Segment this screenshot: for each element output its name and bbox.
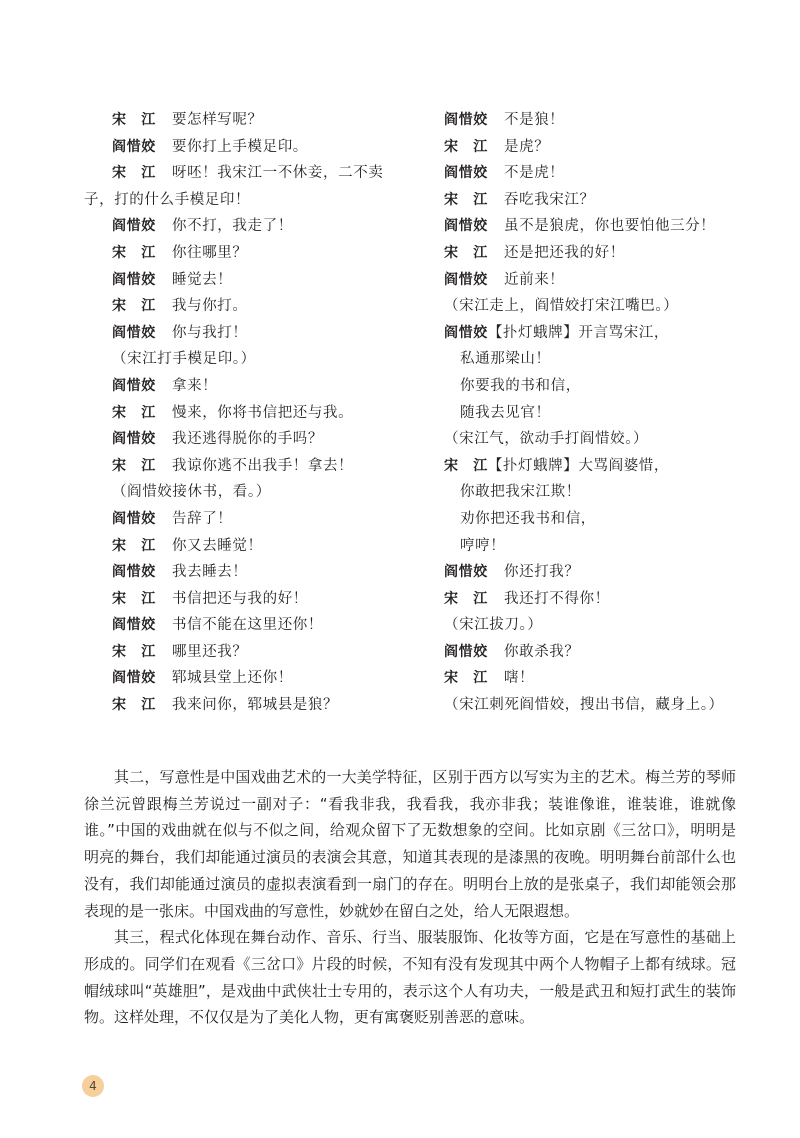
line-text: 告辞了！ xyxy=(172,510,233,527)
stage-direction xyxy=(84,479,424,506)
speaker-name: 宋 江 xyxy=(112,457,156,474)
line-text: 睡觉去！ xyxy=(172,271,233,288)
line-text: 要怎样写呢？ xyxy=(172,112,263,128)
dialogue-line xyxy=(84,665,424,692)
line-text: 哪里还我？ xyxy=(172,643,248,660)
line-text: 不是狼！ xyxy=(504,112,565,128)
dialogue-line xyxy=(84,639,424,666)
dialogue-line xyxy=(444,187,774,214)
direction-text: （宋江打手模足印。） xyxy=(112,351,256,368)
line-text: 我去睡去！ xyxy=(172,564,248,581)
dialogue-line xyxy=(444,267,774,294)
dialogue-line xyxy=(84,160,424,187)
speaker-name: 阎惜姣 xyxy=(112,271,156,288)
speaker-name: 宋 江 xyxy=(112,590,156,607)
line-text: 你敢把我宋江欺！ xyxy=(460,484,581,501)
dialogue-line xyxy=(84,692,424,719)
speaker-name: 阎惜姣 xyxy=(444,564,488,581)
line-text: 【扑灯蛾牌】大骂阎婆惜， xyxy=(487,457,670,474)
line-text: 你要我的书和信， xyxy=(460,377,581,394)
line-text: 我还逃得脱你的手吗？ xyxy=(172,431,323,448)
paragraph-2: 其二，写意性是中国戏曲艺术的一大美学特征，区别于西方以写实为主的艺术。梅兰芳的琴师徐兰沅曾跟梅兰芳说过一副对子：“看我非我，我看我，我亦非我；装谁像谁，谁装谁，谁就像谁。”中国的戏曲就在似与不似之间，给观众留下了无数想象的空间。比如京剧《三岔口》，明明是明亮的舞台，我们却能通过演员的表演会其意，知道其表现的是漆黑的夜晚。明明舞台前部什么也没有，我们却能通过演员的虚拟表演看到一扇门的存在。明明台上放的是张桌子，我们却能领会那表现的是一张床。中国戏曲的写意性，妙就妙在留白之处，给人无限遐想。 xyxy=(84,768,736,920)
speaker-name: 阎惜姣 xyxy=(112,564,156,581)
dialogue-continuation xyxy=(84,187,424,214)
line-text: 你敢杀我？ xyxy=(504,643,580,660)
line-text: 不是虎！ xyxy=(504,165,565,182)
line-text: 嗐！ xyxy=(504,670,535,687)
line-text: 我谅你逃不出我手！拿去！ xyxy=(172,457,354,474)
speaker-name: 宋 江 xyxy=(112,697,156,714)
dialogue-line xyxy=(84,213,424,240)
line-text: 哼哼！ xyxy=(460,537,506,554)
dialogue-line xyxy=(444,453,774,480)
line-text: 我还打不得你！ xyxy=(504,590,610,607)
speaker-name: 宋 江 xyxy=(112,112,156,128)
dialogue-line xyxy=(84,134,424,161)
speaker-name: 宋 江 xyxy=(112,298,156,315)
speaker-name: 宋 江 xyxy=(444,138,488,155)
line-text: 呀呸！我宋江一不休妾，二不卖 xyxy=(172,165,384,182)
dialogue-line xyxy=(444,639,774,666)
dialogue-line xyxy=(444,107,774,134)
dialogue-line xyxy=(444,160,774,187)
dialogue-line xyxy=(84,320,424,347)
dialogue-line xyxy=(444,213,774,240)
speaker-name: 宋 江 xyxy=(444,670,488,687)
dialogue-line xyxy=(84,107,424,134)
line-text: 你往哪里？ xyxy=(172,244,248,261)
speaker-name: 宋 江 xyxy=(112,244,156,261)
direction-text: （宋江走上，阎惜姣打宋江嘴巴。） xyxy=(444,298,679,315)
paragraph-3: 其三，程式化体现在舞台动作、音乐、行当、服装服饰、化妆等方面，它是在写意性的基础上形成的。同学们在观看《三岔口》片段的时候，不知有没有发现其中两个人物帽子上都有绒球。冠帽绒球叫“英雄胆”，是戏曲中武侠壮士专用的，表示这个人有功夫，一般是武丑和短打武生的装饰物。这样处理，不仅仅是为了美化人物，更有寓褒贬别善恶的意味。 xyxy=(84,928,736,1027)
dialogue-line xyxy=(84,612,424,639)
speaker-name: 阎惜姣 xyxy=(444,324,488,341)
line-text: 你还打我？ xyxy=(504,564,580,581)
line-text: 还是把还我的好！ xyxy=(504,244,625,261)
speaker-name: 宋 江 xyxy=(112,643,156,660)
speaker-name: 阎惜姣 xyxy=(112,431,156,448)
line-text: 劝你把还我书和信， xyxy=(460,510,596,527)
dialogue-line xyxy=(84,453,424,480)
speaker-name: 阎惜姣 xyxy=(112,377,156,394)
dialogue-line xyxy=(84,559,424,586)
line-text: 我来问你，郓城县是狼？ xyxy=(172,697,339,714)
direction-text: （宋江刺死阎惜姣，搜出书信，藏身上。） xyxy=(444,697,724,714)
dialogue-line xyxy=(84,293,424,320)
dialogue-continuation xyxy=(444,373,774,400)
speaker-name: 阎惜姣 xyxy=(112,138,156,155)
speaker-name: 阎惜姣 xyxy=(112,510,156,527)
line-text: 要你打上手模足印。 xyxy=(172,138,308,155)
dialogue-line xyxy=(84,267,424,294)
script-column-right xyxy=(444,107,774,719)
dialogue-line xyxy=(84,400,424,427)
dialogue-line xyxy=(444,586,774,613)
speaker-name: 宋 江 xyxy=(112,165,156,182)
line-text: 拿来！ xyxy=(172,377,218,394)
speaker-name: 阎惜姣 xyxy=(112,670,156,687)
line-text: 近前来！ xyxy=(504,271,565,288)
dialogue-line xyxy=(84,426,424,453)
speaker-name: 阎惜姣 xyxy=(112,218,156,235)
dialogue-line xyxy=(84,506,424,533)
line-text: 书信把还与我的好！ xyxy=(172,590,308,607)
line-text: 我与你打。 xyxy=(172,298,248,315)
line-text: 书信不能在这里还你！ xyxy=(172,617,323,634)
commentary-text xyxy=(84,764,736,1031)
dialogue-line xyxy=(444,240,774,267)
dialogue-line xyxy=(444,320,774,347)
dialogue-continuation xyxy=(444,506,774,533)
line-text: 你不打，我走了！ xyxy=(172,218,293,235)
direction-text: （阎惜姣接休书，看。） xyxy=(112,484,271,501)
speaker-name: 宋 江 xyxy=(444,244,488,261)
speaker-name: 阎惜姣 xyxy=(112,617,156,634)
speaker-name: 宋 江 xyxy=(112,404,156,421)
line-text: 是虎？ xyxy=(504,138,550,155)
speaker-name: 宋 江 xyxy=(444,590,488,607)
direction-text: （宋江拔刀。） xyxy=(444,617,543,634)
line-text: 随我去见官！ xyxy=(460,404,551,421)
dialogue-line xyxy=(444,134,774,161)
line-text: 虽不是狼虎，你也要怕他三分！ xyxy=(504,218,716,235)
speaker-name: 阎惜姣 xyxy=(444,165,488,182)
dialogue-continuation xyxy=(444,346,774,373)
line-text: 你又去睡觉！ xyxy=(172,537,263,554)
stage-direction xyxy=(444,293,774,320)
speaker-name: 阎惜姣 xyxy=(444,643,488,660)
speaker-name: 宋 江 xyxy=(444,191,488,208)
stage-direction xyxy=(444,692,774,719)
dialogue-line xyxy=(84,533,424,560)
dialogue-line xyxy=(84,586,424,613)
line-text: 吞吃我宋江？ xyxy=(504,191,595,208)
line-text: 【扑灯蛾牌】开言骂宋江， xyxy=(487,324,670,341)
dialogue-line xyxy=(84,240,424,267)
line-text: 慢来，你将书信把还与我。 xyxy=(172,404,354,421)
dialogue-continuation xyxy=(444,479,774,506)
speaker-name: 阎惜姣 xyxy=(112,324,156,341)
stage-direction xyxy=(444,612,774,639)
dialogue-line xyxy=(84,373,424,400)
line-text: 你与我打！ xyxy=(172,324,248,341)
stage-direction xyxy=(84,346,424,373)
speaker-name: 阎惜姣 xyxy=(444,218,488,235)
stage-direction xyxy=(444,426,774,453)
line-text: 子，打的什么手模足印！ xyxy=(84,191,251,208)
speaker-name: 宋 江 xyxy=(112,537,156,554)
speaker-name: 阎惜姣 xyxy=(444,112,488,128)
direction-text: （宋江气，欲动手打阎惜姣。） xyxy=(444,431,649,448)
speaker-name: 宋 江 xyxy=(444,457,488,474)
line-text: 郓城县堂上还你！ xyxy=(172,670,293,687)
dialogue-line xyxy=(444,559,774,586)
dialogue-continuation xyxy=(444,400,774,427)
page-number-badge: 4 xyxy=(82,1075,104,1097)
script-column-left xyxy=(84,107,424,719)
dialogue-line xyxy=(444,665,774,692)
line-text: 私通那梁山！ xyxy=(460,351,551,368)
dialogue-continuation xyxy=(444,533,774,560)
speaker-name: 阎惜姣 xyxy=(444,271,488,288)
